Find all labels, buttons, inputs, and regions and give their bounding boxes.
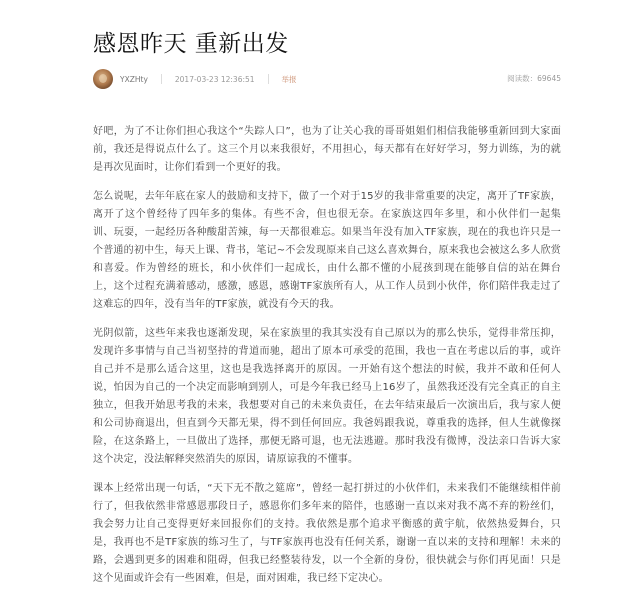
article-title: 感恩昨天 重新出发 [93, 31, 289, 57]
article-meta [93, 68, 561, 90]
paragraph: 光阴似箭，这些年来我也逐渐发现，呆在家族里的我其实没有自己原以为的那么快乐，觉得非常压抑，发现许多事情与自己当初坚持的背道而驰，超出了原本可承受的范围，我也一直在考虑以后的事，或许自己并不是那么适合这里，这也是我选择离开的原因。一开始有这个想法的时候，我并不敢和任何人说，怕因为自己的一个决定而影响到别人，可是今年我已经马上16岁了，虽然我还没有完全真正的自主独立，但我开始思考我的未来，我想要对自己的未来负责任，在去年结束最后一次演出后，我与家人便和公司协商退出，但直到今天都无果，得不到任何回应。我爸妈跟我说，尊重我的选择，但人生就像探险，在这条路上，一旦做出了选择，那便无路可退，也无法逃避。那时我没有微博，没法亲口告诉大家这个决定，没法解释突然消失的原因，请原谅我的不懂事。 [93, 328, 561, 465]
paragraph: 怎么说呢，去年年底在家人的鼓励和支持下，做了一个对于15岁的我非常重要的决定，离开了TF家族，离开了这个曾经待了四年多的集体。有些不舍，但也很无奈。在家族这四年多里，和小伙伴们一起集训、玩耍，一起经历各种酸甜苦辣，每一天都很难忘。如果当年没有加入TF家族，现在的我也许只是一个普通的初中生，每天上课、背书，笔记~不会发现原来自己这么喜欢舞台，原来我也会被这么多人欣赏和喜爱。作为曾经的班长，和小伙伴们一起成长，由什么都不懂的小屁孩到现在能够自信的站在舞台上，这个过程充满着感动，感激，感恩，感谢TF家族所有人，从工作人员到小伙伴，你们陪伴我走过了这难忘的四年，没有当年的TF家族，就没有今天的我。 [93, 191, 561, 310]
publish-datetime: 2017-03-23 12:36:51 [174, 74, 255, 84]
meta-divider [161, 74, 162, 84]
paragraph: 好吧，为了不让你们担心我这个“失踪人口”，也为了让关心我的哥哥姐姐们相信我能够重新回到大家面前，我还是得说点什么了。这三个月以来我很好，不用担心，每天都有在好好学习，努力训练，为的就是再次见面时，让你们看到一个更好的我。 [93, 126, 561, 173]
meta-divider [268, 74, 269, 84]
author-name[interactable]: YXZHty [120, 74, 148, 84]
article [93, 30, 561, 599]
read-count: 阅读数：69645 [507, 74, 561, 83]
article-body [93, 123, 561, 588]
author-avatar[interactable] [93, 69, 113, 89]
report-link[interactable]: 举报 [281, 74, 297, 84]
paragraph: 课本上经常出现一句话，“天下无不散之筵席”，曾经一起打拼过的小伙伴们，未来我们不能继续相伴前行了，但我依然非常感恩那段日子，感恩你们多年来的陪伴，也感谢一直以来对我不离不弃的粉丝们，我会努力让自己变得更好来回报你们的支持。我依然是那个追求平衡感的黄宇航，依然热爱舞台，只是，我再也不是TF家族的练习生了，与TF家族再也没有任何关系，谢谢一直以来的支持和理解！未来的路，会遇到更多的困难和阻碍，但我已经整装待发，以一个全新的身份，很快就会与你们再见面！只是这个见面或许会有一些困难，但是，面对困难，我已经下定决心。 [93, 483, 561, 584]
